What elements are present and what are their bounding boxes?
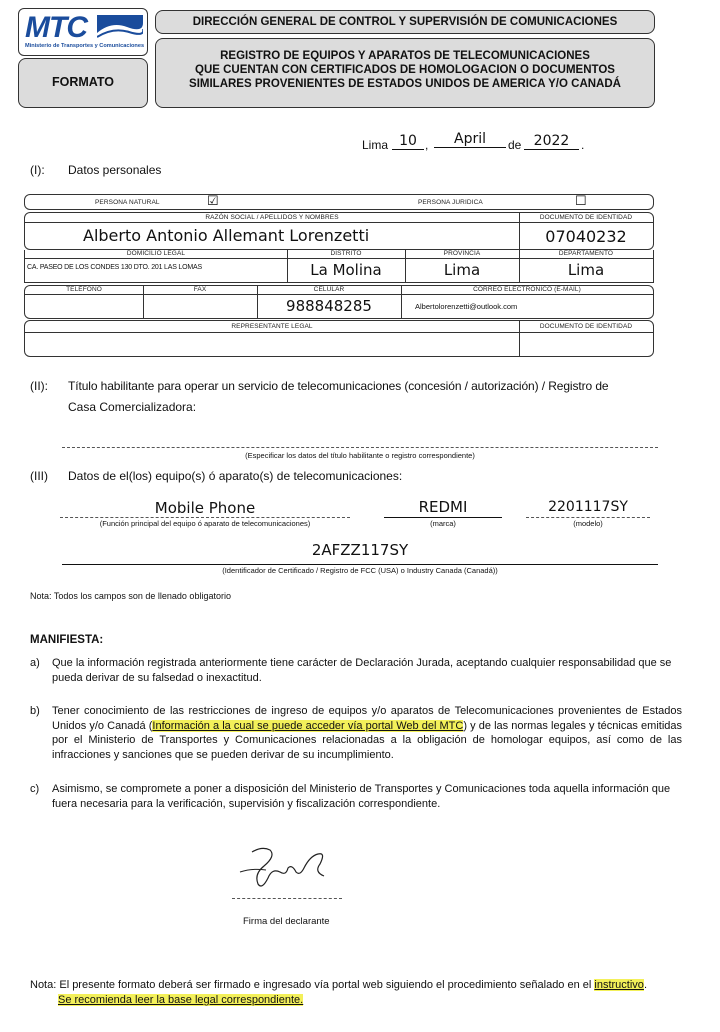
domicilio-row: [24, 250, 654, 283]
firma-line[interactable]: [232, 898, 342, 899]
doc-title-line-3: SIMILARES PROVENIENTES DE ESTADOS UNIDOS DE AMERICA Y/O CANADÁ: [189, 78, 621, 90]
razon-social-value[interactable]: Alberto Antonio Allemant Lorenzetti: [83, 226, 370, 245]
modelo-caption: (modelo): [573, 519, 603, 528]
domicilio-value[interactable]: CA. PASEO DE LOS CONDES 130 DTO. 201 LAS LOMAS: [27, 264, 202, 271]
fax-label: FAX: [193, 286, 207, 293]
section2-text-2: Casa Comercializadora:: [68, 400, 197, 414]
date-day[interactable]: 10: [392, 133, 424, 150]
doc-identidad-label: DOCUMENTO DE IDENTIDAD: [539, 214, 633, 221]
section2-field-line[interactable]: [62, 447, 658, 448]
doc-identidad-2-label: DOCUMENTO DE IDENTIDAD: [539, 323, 633, 330]
representante-label: REPRESENTANTE LEGAL: [231, 323, 313, 330]
section3-num: (III): [30, 469, 48, 483]
date-sep: ,: [425, 138, 429, 152]
manifiesta-c-label: c): [30, 783, 40, 795]
certificado-value[interactable]: 2AFZZ117SY: [311, 541, 409, 559]
nota-final-prefix: Nota:: [30, 979, 57, 991]
instructivo-link[interactable]: instructivo: [594, 979, 644, 991]
mtc-logo: [25, 11, 143, 53]
manifiesta-a-label: a): [30, 657, 40, 669]
date-city: Lima: [362, 138, 389, 152]
celular-label: CELULAR: [313, 286, 345, 293]
signature-image: [232, 842, 336, 892]
formato-label: FORMATO: [51, 75, 115, 89]
domicilio-label: DOMICILIO LEGAL: [126, 250, 186, 257]
date-month[interactable]: April: [434, 131, 506, 148]
nota-final-text: El presente formato deberá ser firmado e ingresado vía portal web siguiendo el procedimiento señalado en el: [56, 979, 595, 991]
certificado-line: [62, 564, 658, 565]
logo-subtext: Ministerio de Transportes y Comunicaciones: [25, 43, 145, 49]
razon-social-row: [24, 212, 654, 250]
distrito-label: DISTRITO: [330, 250, 362, 257]
manifiesta-c-text: Asimismo, se compromete a poner a disposición del Ministerio de Transportes y Comunicaciones toda aquella información que fuera necesaria para la verificación, supervisión y fiscalización correspondiente.: [52, 783, 671, 810]
funcion-line: [60, 517, 350, 518]
section1-title: Datos personales: [68, 163, 162, 177]
manifiesta-b-text-1: Tener conocimiento de las restricciones de ingreso de equipos y/o aparatos de Telecomunicaciones provenientes de Estados Unidos y/o Canadá (: [52, 705, 682, 732]
departamento-value[interactable]: Lima: [567, 261, 605, 279]
marca-line: [384, 517, 502, 518]
section2-caption: (Especificar los datos del título habilitante o registro correspondiente): [245, 451, 475, 460]
section3-title: Datos de el(los) equipo(s) ó aparato(s) de telecomunicaciones:: [68, 469, 403, 483]
telefono-label: TELÉFONO: [66, 286, 102, 293]
section1-num: (I):: [30, 163, 45, 177]
date-line: [362, 133, 622, 153]
doc-title-line-2: QUE CUENTAN CON CERTIFICADOS DE HOMOLOGACION O DOCUMENTOS: [195, 64, 615, 76]
certificado-caption: (Identificador de Certificado / Registro de FCC (USA) o Industry Canada (Canadá)): [222, 566, 498, 575]
contacto-row: [24, 285, 654, 319]
date-year[interactable]: 2022: [524, 133, 579, 150]
funcion-caption: (Función principal del equipo ó aparato de telecomunicaciones): [99, 519, 311, 528]
funcion-value[interactable]: Mobile Phone: [154, 499, 256, 517]
date-de: de: [508, 138, 522, 152]
base-legal-link[interactable]: Se recomienda leer la base legal correspondiente.: [58, 994, 304, 1006]
firma-label: Firma del declarante: [243, 916, 330, 927]
modelo-line: [526, 517, 650, 518]
nota-final: [30, 978, 670, 993]
section2-text-1: Título habilitante para operar un servicio de telecomunicaciones (concesión / autorización) / Registro de: [68, 379, 609, 393]
marca-caption: (marca): [430, 519, 456, 528]
departamento-label: DEPARTAMENTO: [558, 250, 614, 257]
celular-value[interactable]: 988848285: [286, 297, 372, 315]
nota-final-line-2: [58, 993, 303, 1008]
manifiesta-b-label: b): [30, 705, 40, 717]
org-title: DIRECCIÓN GENERAL DE CONTROL Y SUPERVISIÓN DE COMUNICACIONES: [192, 16, 618, 28]
persona-natural-label: PERSONA NATURAL: [95, 199, 160, 206]
logo-box: [18, 8, 148, 56]
formato-box: [18, 58, 148, 108]
razon-social-label: RAZÓN SOCIAL / APELLIDOS Y NOMBRES: [205, 214, 339, 221]
provincia-value[interactable]: Lima: [443, 261, 481, 279]
manifiesta-b-text-2: ) y de las normas legales y técnicas emitidas por el Ministerio de Transportes y Comunicaciones relacionadas a la obligación de homologar equipos, así como de las infracciones y sanciones que se pueden derivar de su incumplimiento.: [52, 719, 682, 761]
date-end: .: [581, 138, 585, 152]
marca-value[interactable]: REDMI: [418, 498, 468, 516]
logo-text: MTC: [25, 11, 87, 44]
doc-identidad-value[interactable]: 07040232: [545, 227, 627, 246]
doc-title-line-1: REGISTRO DE EQUIPOS Y APARATOS DE TELECOMUNICACIONES: [220, 50, 590, 62]
correo-value[interactable]: Albertolorenzetti@outlook.com: [415, 302, 518, 311]
distrito-value[interactable]: La Molina: [310, 261, 382, 279]
representante-row: [24, 320, 654, 357]
section2-num: (II):: [30, 379, 48, 393]
doc-title-box: [155, 38, 655, 108]
manifiesta-b-text: [52, 704, 682, 762]
manifiesta-a-text: Que la información registrada anteriormente tiene carácter de Declaración Jurada, aceptando cualquier responsabilidad que se pueda derivar de su falsedad o inexactitud.: [52, 657, 672, 684]
nota-campos: Nota: Todos los campos son de llenado obligatorio: [30, 591, 231, 601]
persona-row: [24, 194, 654, 210]
manifiesta-title: MANIFIESTA:: [30, 634, 104, 646]
correo-label: CORREO ELECTRÓNICO (E-MAIL): [473, 286, 581, 293]
logo-wave-icon: [97, 15, 143, 41]
persona-juridica-label: PERSONA JURIDICA: [418, 199, 483, 206]
section1-heading: [30, 163, 162, 178]
provincia-label: PROVINCIA: [443, 250, 481, 257]
modelo-value[interactable]: 2201117SY: [548, 499, 628, 515]
persona-juridica-checkbox[interactable]: ☐: [575, 193, 587, 208]
nota-final-end: .: [643, 979, 647, 991]
persona-natural-checkbox[interactable]: ☑: [207, 193, 219, 208]
section3-heading: [30, 469, 403, 484]
manifiesta-b-link[interactable]: Información a la cual se puede acceder vía portal Web del MTC: [152, 719, 464, 732]
org-title-box: [155, 10, 655, 34]
